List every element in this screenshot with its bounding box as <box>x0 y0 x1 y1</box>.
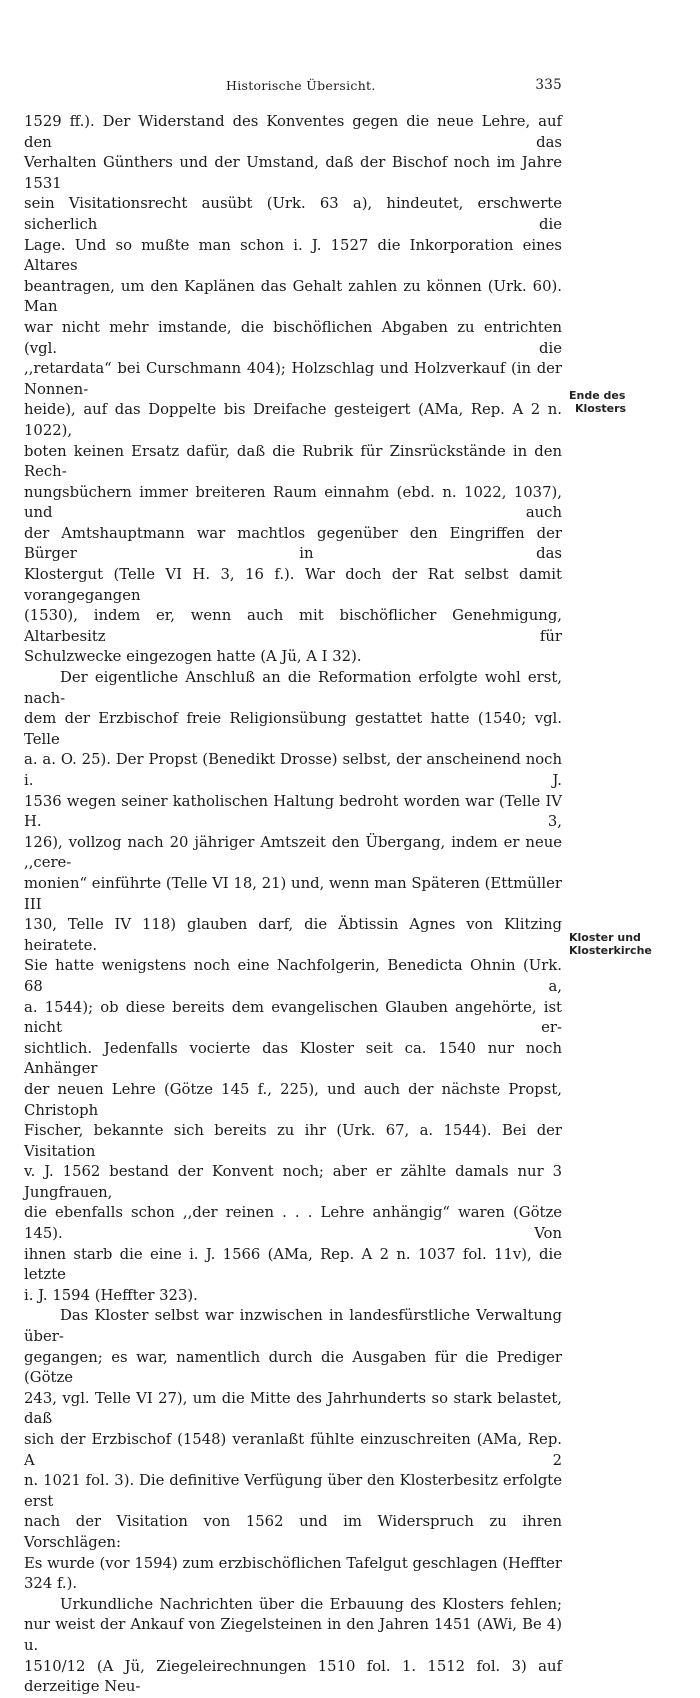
text-line: n. 1021 fol. 3). Die definitive Verfügung über den Klosterbesitz erfolgte erst <box>24 1472 562 1510</box>
text-line: Fischer, bekannte sich bereits zu ihr (Urk. 67, a. 1544). Bei der Visitation <box>24 1122 562 1160</box>
text-line: Urkundliche Nachrichten über die Erbauung des Klosters fehlen; <box>60 1595 562 1613</box>
text-line: Der eigentliche Anschluß an die Reformation erfolgte wohl erst, nach- <box>24 669 562 707</box>
text-line: Das Kloster selbst war inzwischen in landesfürstliche Verwaltung über- <box>24 1307 562 1346</box>
text-line: nungsbüchern immer breiteren Raum einnahm (ebd. n. 1022, 1037), und auch <box>24 483 562 522</box>
text-line: a. 1544); ob diese bereits dem evangelischen Glauben angehörte, ist nicht er- <box>24 998 562 1037</box>
text-line: dem der Erzbischof freie Religionsübung gestattet hatte (1540; vgl. Telle <box>24 710 562 748</box>
paragraph <box>24 1595 562 1698</box>
text-line: v. J. 1562 bestand der Konvent noch; aber er zählte damals nur 3 Jungfrauen, <box>24 1163 562 1201</box>
text-line: Klostergut (Telle VI H. 3, 16 f.). War doch der Rat selbst damit vorangegangen <box>24 566 562 604</box>
text-line: Schulzwecke eingezogen hatte (A Jü, A I 32). <box>24 648 362 666</box>
text-line: ihnen starb die eine i. J. 1566 (AMa, Rep. A 2 n. 1037 fol. 11v), die letzte <box>24 1245 562 1284</box>
text-line: i. J. 1594 (Heffter 323). <box>24 1286 198 1304</box>
text-line: Verhalten Günthers und der Umstand, daß der Bischof noch im Jahre 1531 <box>24 154 562 192</box>
text-line: sein Visitationsrecht ausübt (Urk. 63 a), hindeutet, erschwerte sicherlich die <box>24 195 562 233</box>
text-line: beantragen, um den Kaplänen das Gehalt zahlen zu können (Urk. 60). Man <box>24 277 562 316</box>
margin-note-line: Klosterkirche <box>569 944 652 957</box>
text-line: Sie hatte wenigstens noch eine Nachfolgerin, Benedicta Ohnin (Urk. 68 a, <box>24 957 562 995</box>
body-text <box>24 112 562 1698</box>
text-line: monien“ einführte (Telle VI 18, 21) und, wenn man Späteren (Ettmüller III <box>24 874 562 913</box>
text-line: boten keinen Ersatz dafür, daß die Rubrik für Zinsrückstände in den Rech- <box>24 442 562 481</box>
paragraph <box>24 668 562 1306</box>
margin-note-line: Kloster und <box>569 931 641 944</box>
text-line: 130, Telle IV 118) glauben darf, die Äbtissin Agnes von Klitzing heiratete. <box>24 916 562 954</box>
text-line: sichtlich. Jedenfalls vocierte das Kloster seit ca. 1540 nur noch Anhänger <box>24 1039 562 1078</box>
text-line: Lage. Und so mußte man schon i. J. 1527 die Inkorporation eines Altares <box>24 236 562 275</box>
margin-note-monastery-church <box>569 931 652 957</box>
text-line: 243, vgl. Telle VI 27), um die Mitte des Jahrhunderts so stark belastet, daß <box>24 1389 562 1428</box>
text-line: die ebenfalls schon ,,der reinen . . . Lehre anhängig“ waren (Götze 145). Von <box>24 1204 562 1243</box>
margin-note-line: Klosters <box>575 402 627 415</box>
text-line: gegangen; es war, namentlich durch die Ausgaben für die Prediger (Götze <box>24 1348 562 1387</box>
paragraph <box>24 112 562 668</box>
running-header <box>226 78 562 98</box>
text-line: war nicht mehr imstande, die bischöflichen Abgaben zu entrichten (vgl. die <box>24 318 562 357</box>
margin-note-line: Ende des <box>569 389 626 402</box>
text-line: a. a. O. 25). Der Propst (Benedikt Drosse) selbst, der anscheinend noch i. J. <box>24 751 562 789</box>
text-line: sich der Erzbischof (1548) veranlaßt fühlte einzuschreiten (AMa, Rep. A 2 <box>24 1431 562 1469</box>
paragraph <box>24 1306 562 1594</box>
margin-note-end-of-monastery <box>569 389 626 415</box>
text-line: 324 f.). <box>24 1575 78 1593</box>
text-line: Es wurde (vor 1594) zum erzbischöflichen Tafelgut geschlagen (Heffter <box>24 1554 562 1572</box>
text-line: 126), vollzog nach 20 jähriger Amtszeit den Übergang, indem er neue ,,cere- <box>24 833 562 872</box>
text-line: 1536 wegen seiner katholischen Haltung bedroht worden war (Telle IV H. 3, <box>24 792 562 831</box>
text-line: 1529 ff.). Der Widerstand des Konventes gegen die neue Lehre, auf den das <box>24 113 562 151</box>
text-line: heide), auf das Doppelte bis Dreifache gesteigert (AMa, Rep. A 2 n. 1022), <box>24 401 562 439</box>
page-number: 335 <box>535 77 562 93</box>
text-line: der Amtshauptmann war machtlos gegenüber den Eingriffen der Bürger in das <box>24 524 562 563</box>
running-title: Historische Übersicht. <box>226 78 376 93</box>
text-line: der neuen Lehre (Götze 145 f., 225), und auch der nächste Propst, Christoph <box>24 1080 562 1119</box>
text-line: (1530), indem er, wenn auch mit bischöflicher Genehmigung, Altarbesitz für <box>24 607 562 645</box>
text-line: 1510/12 (A Jü, Ziegeleirechnungen 1510 fol. 1. 1512 fol. 3) auf derzeitige Neu- <box>24 1657 562 1696</box>
text-line: nur weist der Ankauf von Ziegelsteinen in den Jahren 1451 (AWi, Be 4) u. <box>24 1616 562 1654</box>
text-line: nach der Visitation von 1562 und im Widerspruch zu ihren Vorschlägen: <box>24 1513 562 1551</box>
text-line: ,,retardata“ bei Curschmann 404); Holzschlag und Holzverkauf (in der Nonnen- <box>24 360 562 398</box>
